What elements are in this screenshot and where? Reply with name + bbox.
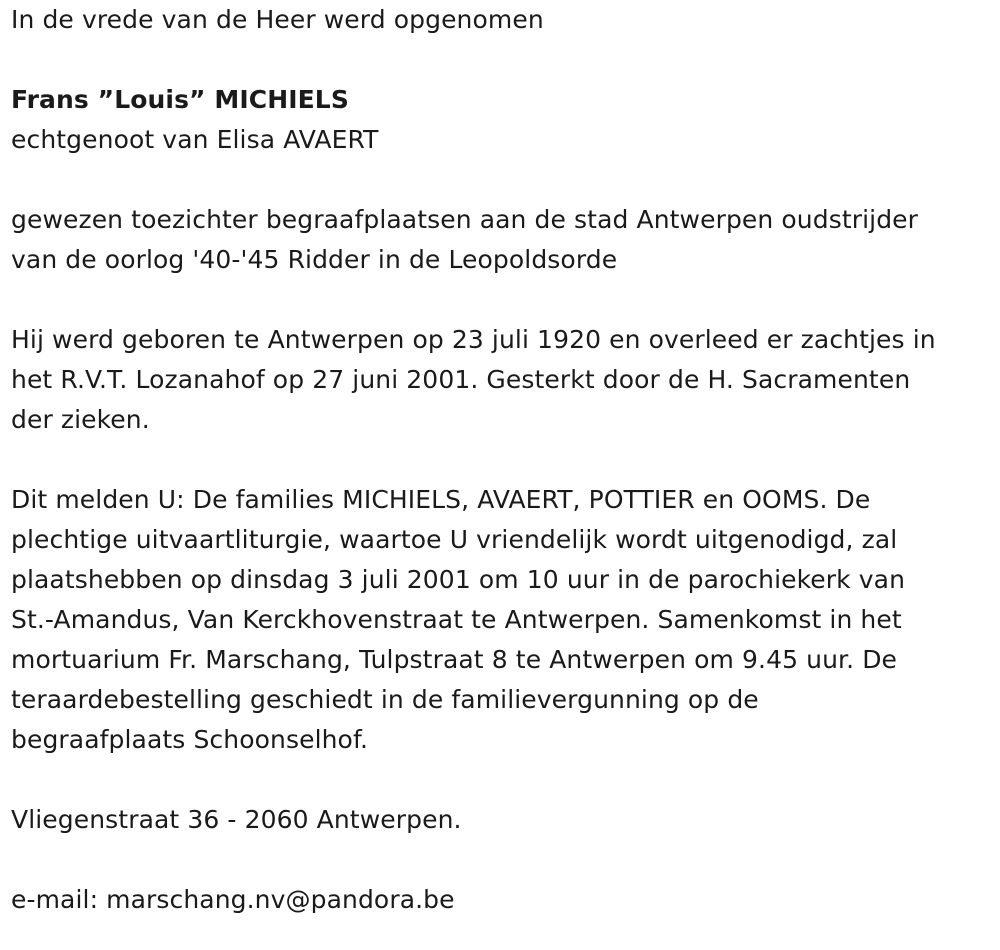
name-line: Frans ”Louis” MICHIELS	[11, 85, 349, 114]
arrangements-line: begraafplaats Schoonselhof.	[11, 725, 369, 754]
spacer	[11, 40, 991, 80]
deceased-name	[11, 80, 991, 120]
spacer	[11, 440, 991, 480]
spouse-line: echtgenoot van Elisa AVAERT	[11, 125, 379, 154]
arrangements-line: Dit melden U: De families MICHIELS, AVAERT, POTTIER en OOMS. De	[11, 485, 871, 514]
life-line: Hij werd geboren te Antwerpen op 23 juli 1920 en overleed er zachtjes in	[11, 325, 936, 354]
spacer	[11, 760, 991, 800]
email-text	[11, 880, 991, 920]
intro-line: In de vrede van de Heer werd opgenomen	[11, 5, 544, 34]
life-line: het R.V.T. Lozanahof op 27 juni 2001. Gesterkt door de H. Sacramenten	[11, 365, 911, 394]
email-label: e-mail:	[11, 885, 107, 914]
address-text	[11, 800, 991, 840]
arrangements-line: St.-Amandus, Van Kerckhovenstraat te Antwerpen. Samenkomst in het	[11, 605, 902, 634]
address-line: Vliegenstraat 36 - 2060 Antwerpen.	[11, 805, 462, 834]
life-paragraph	[11, 320, 991, 440]
arrangements-line: mortuarium Fr. Marschang, Tulpstraat 8 te Antwerpen om 9.45 uur. De	[11, 645, 898, 674]
career-line: gewezen toezichter begraafplaatsen aan de stad Antwerpen oudstrijder	[11, 205, 919, 234]
spacer	[11, 160, 991, 200]
obituary-notice	[11, 0, 991, 920]
arrangements-line: plaatshebben op dinsdag 3 juli 2001 om 10 uur in de parochiekerk van	[11, 565, 906, 594]
spacer	[11, 840, 991, 880]
arrangements-paragraph	[11, 480, 991, 760]
life-line: der zieken.	[11, 405, 150, 434]
arrangements-line: teraardebestelling geschiedt in de familievergunning op de	[11, 685, 759, 714]
career-paragraph	[11, 200, 991, 280]
arrangements-line: plechtige uitvaartliturgie, waartoe U vriendelijk wordt uitgenodigd, zal	[11, 525, 898, 554]
email-address[interactable]: marschang.nv@pandora.be	[106, 885, 455, 914]
spouse-text	[11, 120, 991, 160]
spacer	[11, 280, 991, 320]
career-line: van de oorlog '40-'45 Ridder in de Leopoldsorde	[11, 245, 618, 274]
intro-text	[11, 0, 991, 40]
